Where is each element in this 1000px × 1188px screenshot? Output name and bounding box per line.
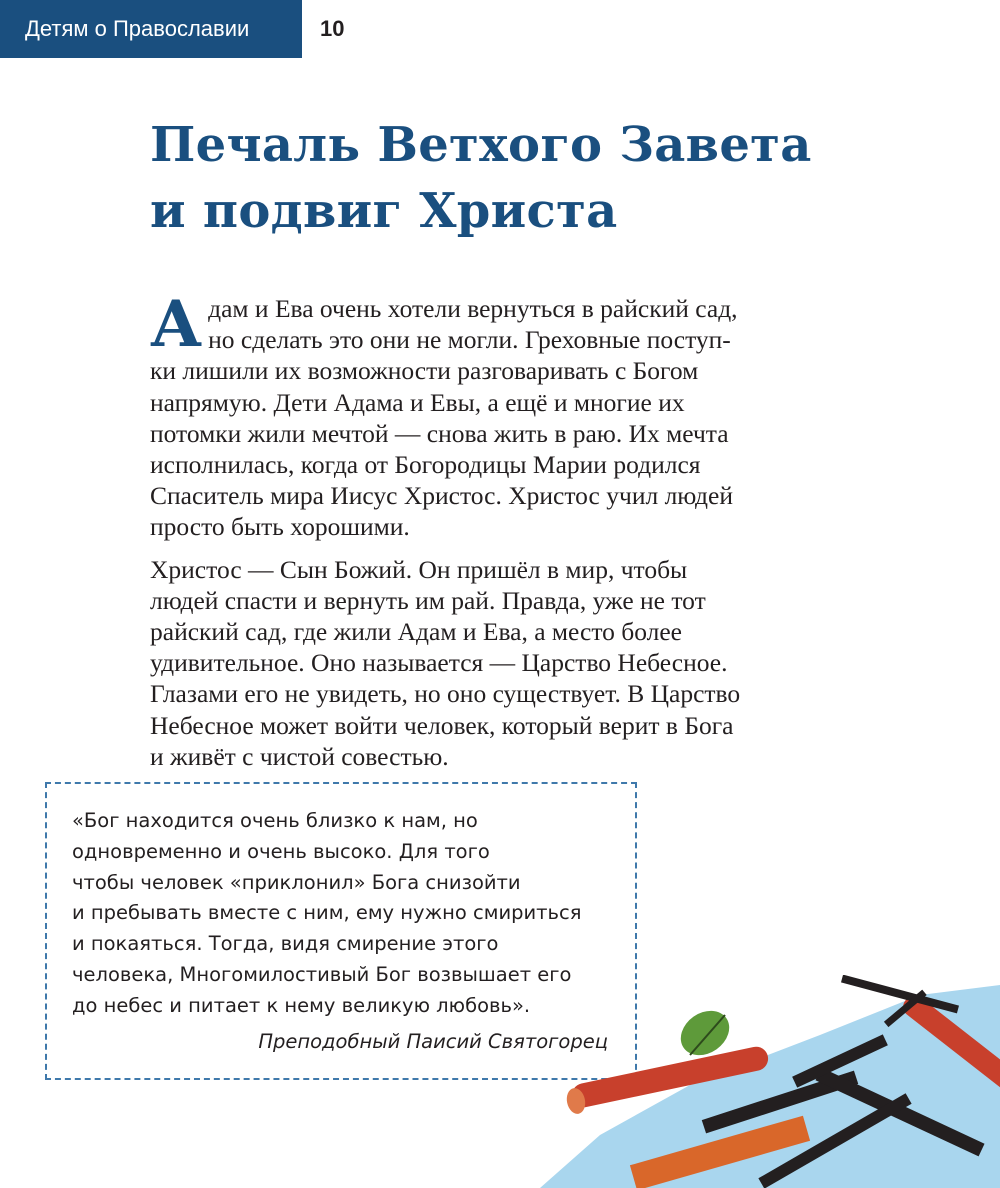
section-title: Детям о Православии <box>25 16 250 41</box>
text-line: напрямую. Дети Адама и Евы, а ещё и многие их <box>150 387 685 417</box>
title-line-2: и подвиг Христа <box>150 183 618 239</box>
quote-author: Преподобный Паисий Святогорец <box>258 1030 608 1053</box>
paragraph-2 <box>150 554 840 772</box>
text-line: дам и Ева очень хотели вернуться в райский сад, <box>208 294 738 323</box>
text-line: просто быть хорошими. <box>150 512 410 542</box>
text-line: и живёт с чистой совестью. <box>150 741 449 771</box>
quote-line: до небес и питает к нему великую любовь». <box>72 993 531 1017</box>
text-line: исполнилась, когда от Богородицы Марии родился <box>150 450 701 480</box>
quote-line: одновременно и очень высоко. Для того <box>72 839 490 863</box>
text-line: Глазами его не увидеть, но оно существует. В Царство <box>150 679 741 709</box>
quote-line: и покаяться. Тогда, видя смирение этого <box>72 932 499 956</box>
page-title <box>150 112 812 244</box>
text-line: людей спасти и вернуть им рай. Правда, уже не тот <box>150 585 706 615</box>
quote-line: «Бог находится очень близко к нам, но <box>72 809 478 832</box>
text-line: но сделать это они не могли. Греховные поступ- <box>208 325 731 355</box>
text-line: Спаситель мира Иисус Христос. Христос учил людей <box>150 481 733 511</box>
quote-line: и пребывать вместе с ним, ему нужно смириться <box>72 901 582 925</box>
drop-cap: А <box>150 287 203 362</box>
title-line-1: Печаль Ветхого Завета <box>150 117 812 173</box>
text-line: Христос — Сын Божий. Он пришёл в мир, чтобы <box>150 554 688 584</box>
text-line: потомки жили мечтой — снова жить в раю. Их мечта <box>150 418 729 448</box>
page-number: 10 <box>320 16 345 41</box>
text-line: райский сад, где жили Адам и Ева, а место более <box>150 617 683 647</box>
section-header-tab <box>0 0 302 58</box>
quote-line: чтобы человек «приклонил» Бога снизойти <box>72 870 521 894</box>
quote-line: человека, Многомилостивый Бог возвышает его <box>72 962 572 986</box>
body-text <box>150 287 840 772</box>
text-line: ки лишили их возможности разговаривать с Богом <box>150 356 699 386</box>
text-line: Небесное может войти человек, который верит в Бога <box>150 710 734 740</box>
logs-illustration <box>540 975 1000 1188</box>
text-line: удивительное. Оно называется — Царство Небесное. <box>150 648 728 678</box>
paragraph-1 <box>150 287 840 543</box>
